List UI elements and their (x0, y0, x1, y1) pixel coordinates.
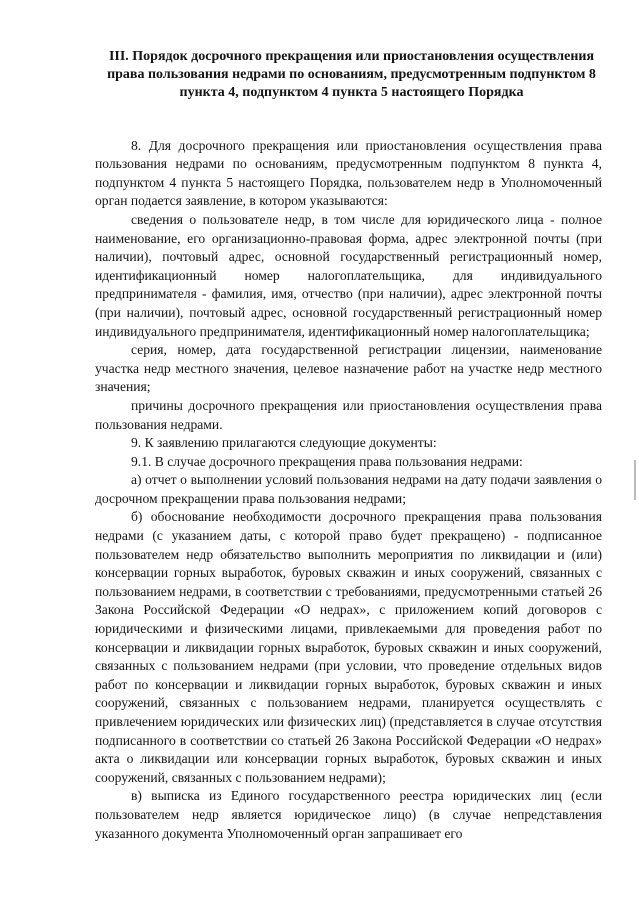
paragraph-9-1: 9.1. В случае досрочного прекращения права пользования недрами: (131, 453, 523, 469)
paragraph-9-1-a: а) отчет о выполнении условий пользования недрами на дату подачи заявления о досрочном прекращении права пользования недрами; (95, 472, 602, 506)
paragraph-applicant-info: сведения о пользователе недр, в том числе для юридического лица - полное наименование, его организационно-правовая форма, адрес электронной почты (при наличии), почтовый адрес, основной государственный регистрационный номер, идентификационный номер налогоплательщика, для индивидуального предпринимателя - фамилия, имя, отчество (при наличии), адрес электронной почты (при наличии), почтовый адрес, основной государственный регистрационный номер индивидуального предпринимателя, идентификационный номер налогоплательщика; (95, 211, 602, 339)
paragraph-9-1-b: б) обоснование необходимости досрочного прекращения права пользования недрами (с указанием даты, с которой право будет прекращено) - подписанное пользователем недр обязательство выполнить мероприятия по ликвидации и (или) консервации горных выработок, буровых скважин и иных сооружений, связанных с пользованием недрами, в соответствии с требованиями, предусмотренными статьей 26 Закона Российской Федерации «О недрах», с приложением копий договоров с юридическими и физическими лицами, привлекаемыми для проведения работ по консервации и ликвидации горных выработок, буровых скважин и иных сооружений, связанных с пользованием недрами (при условии, что проведение отдельных видов работ по консервации и ликвидации горных выработок, буровых скважин и иных сооружений, связанных с пользованием недрами, планируется осуществлять с привлечением юридических или физических лиц) (представляется в случае отсутствия подписанного в соответствии со статьей 26 Закона Российской Федерации «О недрах» акта о ликвидации или консервации горных выработок, буровых скважин и иных сооружений, связанных с пользованием недрами); (95, 509, 602, 785)
section-heading: III. Порядок досрочного прекращения или приостановления осуществления права пользования недрами по основаниям, предусмотренным подпунктом 8 пункта 4, подпунктом 4 пункта 5 настоящего Порядка (107, 49, 596, 101)
paragraph-9-1-v: в) выписка из Единого государственного реестра юридических лиц (если пользователем недр является юридическое лицо) (в случае непредставления указанного документа Уполномоченный орган запрашивает его (95, 788, 602, 841)
paragraph-8: 8. Для досрочного прекращения или приостановления осуществления права пользования недрами по основаниям, предусмотренным подпунктом 8 пункта 4, подпунктом 4 пункта 5 настоящего Порядка, пользователем недр в Уполномоченный орган подается заявление, в котором указываются: (95, 137, 602, 209)
paragraph-license-info: серия, номер, дата государственной регистрации лицензии, наименование участка недр местного значения, целевое назначение работ на участке недр местного значения; (95, 342, 602, 395)
scan-edge-mark (634, 460, 636, 500)
paragraph-9: 9. К заявлению прилагаются следующие документы: (131, 435, 437, 451)
paragraph-reasons: причины досрочного прекращения или приостановления осуществления права пользования недрами. (95, 397, 602, 432)
